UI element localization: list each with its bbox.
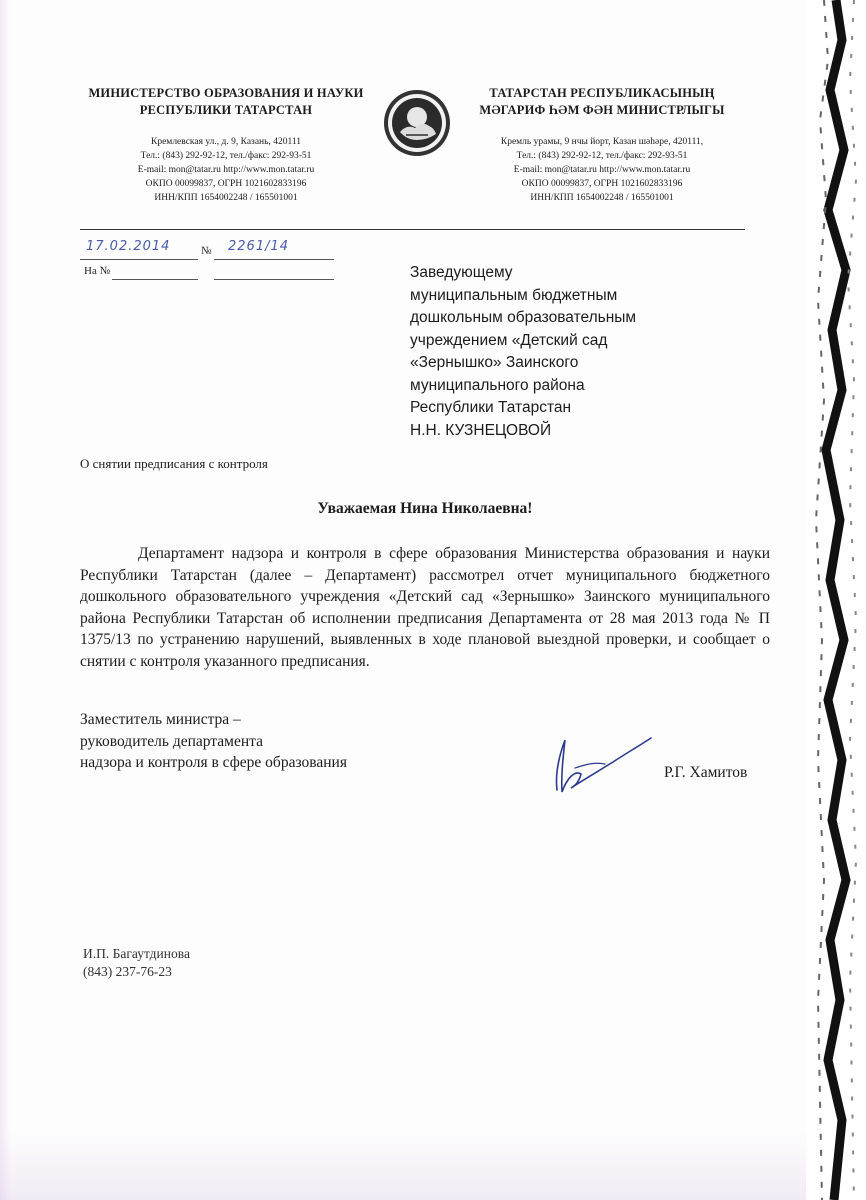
reg-date-line (80, 259, 198, 260)
letter-subject: О снятии предписания с контроля (80, 456, 268, 471)
header-left (80, 85, 372, 205)
reg-number-label: № (201, 245, 212, 257)
ministry-contacts-tt: Кремль урамы, 9 нчы йорт, Казан шәһәре, 420111, Тел.: (843) 292-92-12, тел./факс: 292-93-51 E-mail: mon@tatar.ru http://www.mon.tatar.ru ОКПО 00099837, ОГРН 1021602833196 ИНН/КПП 1654002248 / 165501001 (500, 137, 704, 203)
signature-icon (535, 728, 655, 798)
executor-phone: (843) 237-76-23 (83, 964, 172, 979)
ref-number-line (214, 279, 334, 280)
reg-number: 2261/14 (228, 239, 290, 254)
signer-position: Заместитель министра – руководитель департамента надзора и контроля в сфере образования (80, 711, 347, 771)
ref-label: На № (84, 265, 111, 277)
letter-body: Департамент надзора и контроля в сфере образования Министерства образования и науки Республики Татарстан (далее – Департамент) рассмотрел отчет муниципального бюджетного дошкольного образовательного учреждения «Детский сад «Зернышко» Заинского муниципального района Республики Татарстан об исполнении предписания Департамента от 28 мая 2013 года № П 1375/13 по устранению нарушений, выявленных в ходе плановой выездной проверки, и сообщает о снятии с контроля указанного предписания. (80, 545, 770, 670)
greeting: Уважаемая Нина Николаевна! (317, 500, 533, 517)
ministry-title-ru: МИНИСТЕРСТВО ОБРАЗОВАНИЯ И НАУКИ РЕСПУБЛИКИ ТАТАРСТАН (88, 86, 364, 117)
reg-number-line (214, 259, 334, 260)
addressee-block: Заведующему муниципальным бюджетным дошкольным образовательным учреждением «Детский сад «Зернышко» Заинского муниципального района Республики Татарстан Н.Н. КУЗНЕЦОВОЙ (410, 264, 637, 439)
header-divider (80, 229, 745, 230)
ref-date-line (112, 279, 198, 280)
reg-date: 17.02.2014 (86, 239, 171, 254)
scan-edge-noise (806, 0, 866, 1200)
coat-of-arms-icon (382, 88, 452, 158)
header-right (462, 85, 742, 205)
ministry-title-tt: ТАТАРСТАН РЕСПУБЛИКАСЫНЫҢ МӘГАРИФ ҺӘМ ФӘН МИНИСТРЛЫГЫ (479, 86, 725, 117)
scan-bottom-tint (0, 1130, 866, 1200)
scan-left-tint (0, 0, 10, 1200)
signer-name: Р.Г. Хамитов (664, 764, 748, 781)
executor-name: И.П. Багаутдинова (83, 946, 190, 961)
executor-block (83, 945, 190, 981)
ministry-contacts-ru: Кремлевская ул., д. 9, Казань, 420111 Тел.: (843) 292-92-12, тел./факс: 292-93-51 E-mail: mon@tatar.ru http://www.mon.tatar.ru ОКПО 00099837, ОГРН 1021602833196 ИНН/КПП 1654002248 / 165501001 (137, 137, 315, 203)
